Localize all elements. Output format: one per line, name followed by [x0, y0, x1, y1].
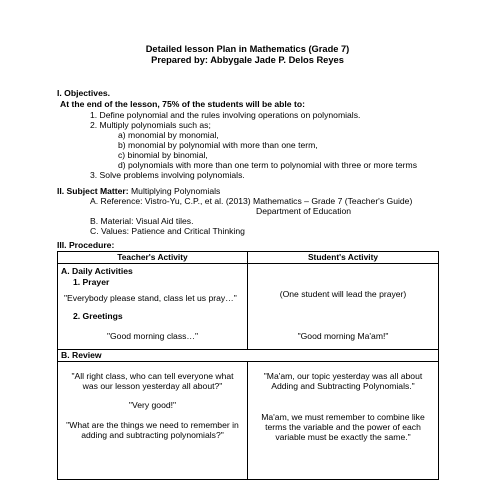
objectives-heading: I. Objectives. [57, 88, 111, 98]
prayer-teacher-text: "Everybody please stand, class let us pray…" [64, 293, 237, 303]
review-student-answer-1-cont: Adding and Subtracting Polynomials." [271, 381, 415, 391]
greetings-heading: 2. Greetings [73, 311, 123, 321]
greetings-teacher-text: "Good morning class…" [106, 331, 199, 341]
prayer-heading: 1. Prayer [73, 277, 110, 287]
subject-matter-heading: II. Subject Matter: [57, 186, 129, 196]
table-row [58, 362, 439, 480]
review-heading-cell [58, 350, 439, 362]
column-header-teacher: Teacher's Activity [58, 252, 248, 264]
objective-subitem: d) polynomials with more than one term to polynomial with three or more terms [118, 160, 417, 170]
procedure-heading: III. Procedure: [57, 240, 115, 250]
teacher-cell-review [58, 362, 248, 480]
review-student-answer-1: "Ma'am, our topic yesterday was all about [263, 371, 423, 381]
objective-subitem: b) monomial by polynomial with more than one term, [118, 140, 318, 150]
review-student-answer-2: Ma'am, we must remember to combine like [261, 412, 425, 422]
objectives-intro: At the end of the lesson, 75% of the students will be able to: [60, 99, 305, 109]
prayer-student-text: (One student will lead the prayer) [279, 289, 407, 299]
objective-item: 1. Define polynomial and the rules involving operations on polynomials. [90, 110, 361, 120]
objective-subitem: a) monomial by monomial, [118, 130, 219, 140]
table-row [58, 350, 439, 362]
document-title: Detailed lesson Plan in Mathematics (Grade 7) [145, 44, 350, 54]
student-cell-daily [248, 264, 439, 350]
review-teacher-question-1-cont: was our lesson yesterday all about?" [82, 381, 223, 391]
subject-material: B. Material: Visual Aid tiles. [90, 216, 194, 226]
objective-item: 2. Multiply polynomials such as; [90, 120, 211, 130]
objective-item: 3. Solve problems involving polynomials. [90, 170, 245, 180]
student-cell-review [248, 362, 439, 480]
review-teacher-question-2: "What are the things we need to remember in [66, 420, 239, 430]
review-teacher-praise: "Very good!" [128, 400, 177, 410]
review-teacher-question-2-cont: adding and subtracting polynomials?" [81, 430, 224, 440]
objective-subitem: c) binomial by binomial, [118, 150, 208, 160]
document-preparer: Prepared by: Abbygale Jade P. Delos Reyes [151, 55, 344, 65]
table-header-row [58, 252, 439, 264]
review-heading: B. Review [61, 350, 102, 360]
subject-matter-topic: Multiplying Polynomials [128, 186, 221, 196]
greetings-student-text: "Good morning Ma'am!" [297, 331, 389, 341]
review-student-answer-2-end: variable must be exactly the same." [275, 432, 411, 442]
table-row [58, 264, 439, 350]
subject-values: C. Values: Patience and Critical Thinking [90, 226, 245, 236]
column-header-student: Student's Activity [248, 252, 439, 264]
procedure-table [57, 251, 439, 480]
teacher-cell-daily [58, 264, 248, 350]
subject-reference: A. Reference: Vistro-Yu, C.P., et al. (2013) Mathematics – Grade 7 (Teacher's Guide) [90, 196, 413, 206]
review-student-answer-2-cont: terms the variable and the power of each [265, 422, 421, 432]
daily-activities-heading: A. Daily Activities [61, 266, 133, 276]
review-teacher-question-1: "All right class, who can tell everyone what [71, 371, 234, 381]
subject-reference-cont: Department of Education [256, 206, 352, 216]
